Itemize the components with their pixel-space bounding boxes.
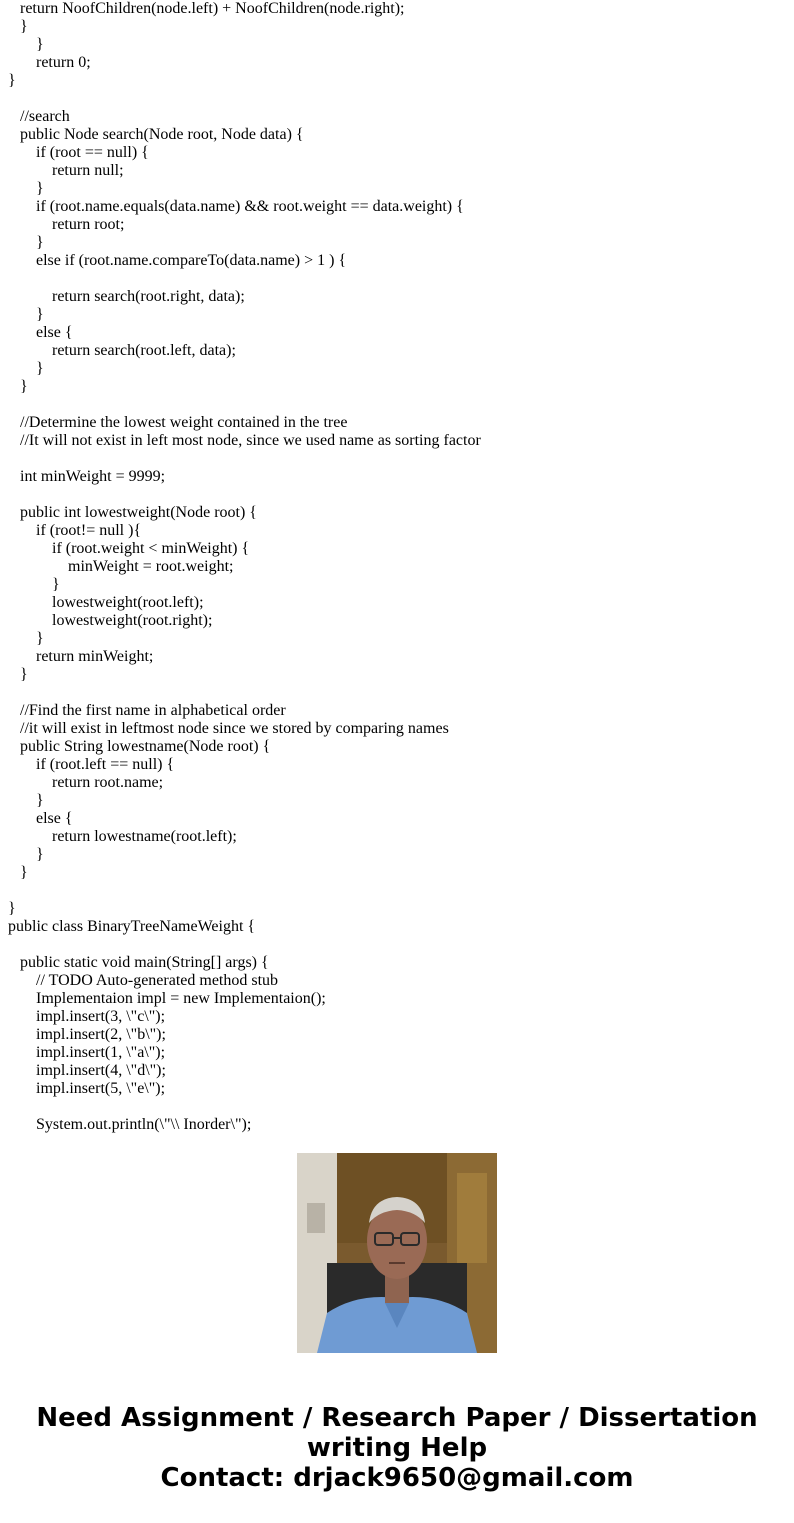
- code-line: int minWeight = 9999;: [8, 468, 166, 485]
- author-avatar: [297, 1153, 497, 1353]
- code-line: else {: [8, 810, 73, 827]
- code-line: return search(root.right, data);: [8, 288, 245, 305]
- code-line: [8, 1098, 788, 1116]
- promo-contact-line: Contact: drjack9650@gmail.com: [160, 1463, 634, 1493]
- code-line: }: [8, 18, 28, 35]
- code-line: impl.insert(1, \"a\");: [8, 1044, 166, 1061]
- code-line: }: [8, 792, 44, 809]
- code-line: [8, 936, 788, 954]
- code-line: lowestweight(root.left);: [8, 594, 204, 611]
- code-line: impl.insert(5, \"e\");: [8, 1080, 166, 1097]
- code-line: }: [8, 360, 44, 377]
- code-line: }: [8, 630, 44, 647]
- code-line: return minWeight;: [8, 648, 154, 665]
- code-line: }: [8, 180, 44, 197]
- code-line: }: [8, 900, 16, 917]
- code-line: impl.insert(2, \"b\");: [8, 1026, 166, 1043]
- code-line: minWeight = root.weight;: [8, 558, 234, 575]
- code-line: public String lowestname(Node root) {: [8, 738, 271, 755]
- code-line: [8, 882, 788, 900]
- code-line: }: [8, 234, 44, 251]
- code-line: if (root == null) {: [8, 144, 149, 161]
- code-line: //search: [8, 108, 70, 125]
- code-line: if (root!= null ){: [8, 522, 142, 539]
- code-line: lowestweight(root.right);: [8, 612, 213, 629]
- code-line: //it will exist in leftmost node since we stored by comparing names: [8, 720, 449, 737]
- code-line: }: [8, 378, 28, 395]
- code-line: }: [8, 846, 44, 863]
- code-line: [8, 270, 788, 288]
- code-line: public int lowestweight(Node root) {: [8, 504, 257, 521]
- code-line: if (root.weight < minWeight) {: [8, 540, 250, 557]
- code-line: if (root.name.equals(data.name) && root.weight == data.weight) {: [8, 198, 464, 215]
- code-line: public Node search(Node root, Node data) {: [8, 126, 304, 143]
- code-line: Implementaion impl = new Implementaion();: [8, 990, 326, 1007]
- promo-line-2: writing Help: [306, 1433, 488, 1463]
- code-line: return lowestname(root.left);: [8, 828, 237, 845]
- code-line: [8, 486, 788, 504]
- code-snippet: [8, 0, 788, 1133]
- code-line: public class BinaryTreeNameWeight {: [8, 918, 256, 935]
- code-line: }: [8, 576, 60, 593]
- code-line: else {: [8, 324, 73, 341]
- code-line: }: [8, 72, 16, 89]
- code-line: //Find the first name in alphabetical order: [8, 702, 286, 719]
- code-line: return null;: [8, 162, 124, 179]
- code-line: else if (root.name.compareTo(data.name) > 1 ) {: [8, 252, 347, 269]
- code-line: return root.name;: [8, 774, 164, 791]
- promo-line-1: Need Assignment / Research Paper / Dissertation: [36, 1403, 758, 1433]
- code-line: //Determine the lowest weight contained in the tree: [8, 414, 348, 431]
- code-line: impl.insert(4, \"d\");: [8, 1062, 166, 1079]
- code-line: public static void main(String[] args) {: [8, 954, 269, 971]
- avatar-portrait-image: [297, 1153, 497, 1353]
- code-line: return 0;: [8, 54, 91, 71]
- code-line: if (root.left == null) {: [8, 756, 175, 773]
- code-line: System.out.println(\"\\ Inorder\");: [8, 1116, 252, 1133]
- code-line: }: [8, 36, 44, 53]
- code-line: // TODO Auto-generated method stub: [8, 972, 279, 989]
- code-line: [8, 450, 788, 468]
- code-line: impl.insert(3, \"c\");: [8, 1008, 166, 1025]
- code-line: }: [8, 666, 28, 683]
- code-line: return search(root.left, data);: [8, 342, 236, 359]
- code-line: }: [8, 306, 44, 323]
- code-line: //It will not exist in left most node, since we used name as sorting factor: [8, 432, 481, 449]
- code-line: }: [8, 864, 28, 881]
- promo-banner: [0, 1403, 794, 1493]
- code-line: [8, 90, 788, 108]
- code-line: return NoofChildren(node.left) + NoofChildren(node.right);: [8, 0, 405, 17]
- code-line: [8, 396, 788, 414]
- code-line: return root;: [8, 216, 125, 233]
- code-line: [8, 684, 788, 702]
